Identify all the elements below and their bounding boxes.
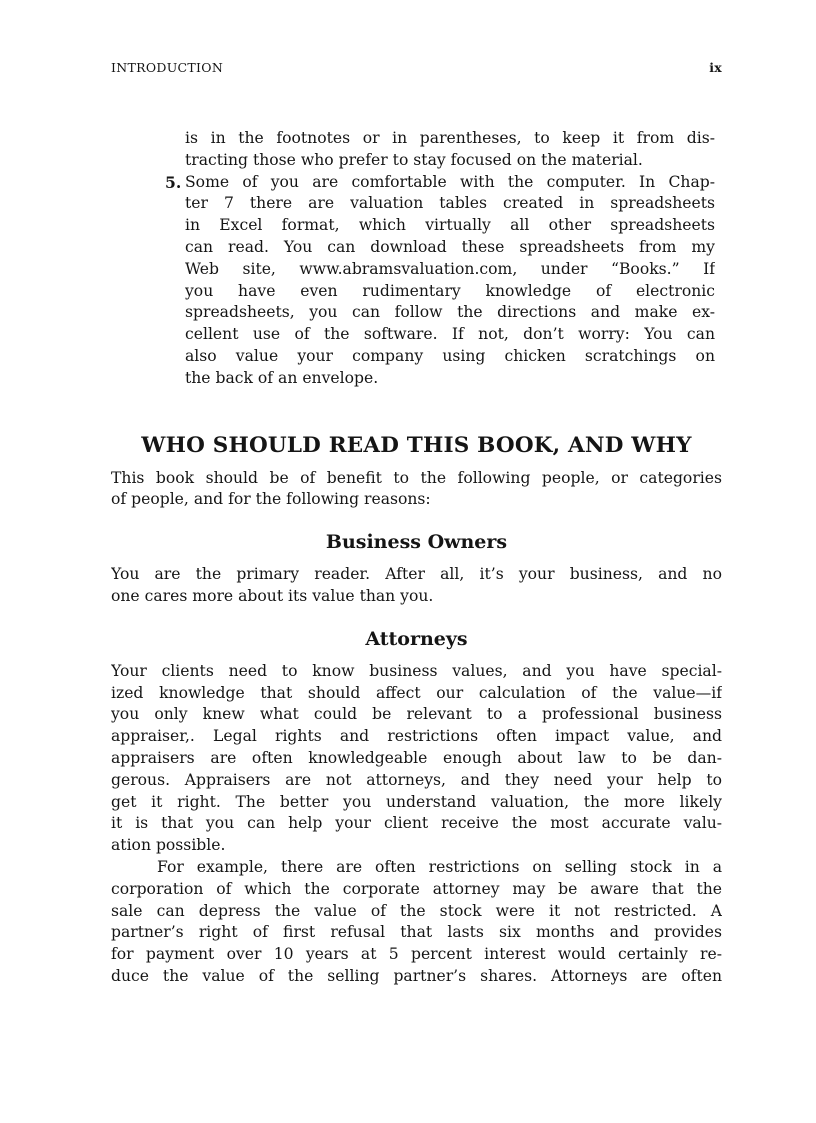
running-head [111, 60, 722, 78]
text-line: get it right. The better you understand valuation, the more likely [111, 792, 722, 811]
list-item-continuation [185, 128, 715, 172]
text-line: cellent use of the software. If not, don’t worry: You can [185, 325, 715, 344]
text-line: spreadsheets, you can follow the directions and make ex- [185, 303, 715, 322]
page-number: ix [709, 60, 722, 75]
text-line: ation possible. [111, 836, 226, 855]
list-item-number: 5. [165, 172, 182, 192]
subheading-business-owners: Business Owners [325, 531, 508, 554]
text-line: Some of you are comfortable with the computer. In Chap- [185, 172, 715, 191]
text-line: it is that you can help your client receive the most accurate valu- [111, 814, 722, 833]
text-line: appraiser,. Legal rights and restrictions often impact value, and [111, 727, 722, 746]
text-line: duce the value of the selling partner’s shares. Attorneys are often [111, 966, 722, 985]
text-line: can read. You can download these spreadsheets from my [185, 237, 715, 256]
text-line: for payment over 10 years at 5 percent interest would certainly re- [111, 945, 722, 964]
text-line: tracting those who prefer to stay focused on the material. [185, 150, 643, 169]
text-line: the back of an envelope. [185, 368, 379, 387]
numbered-list [165, 128, 715, 390]
page-body [111, 128, 722, 988]
text-line: you only knew what could be relevant to a professional business [111, 705, 722, 724]
business-owners-paragraph [111, 564, 722, 608]
text-line: in Excel format, which virtually all other spreadsheets [185, 216, 715, 235]
subheading-attorneys: Attorneys [365, 627, 468, 650]
text-line: you have even rudimentary knowledge of electronic [185, 281, 715, 300]
text-line: is in the footnotes or in parentheses, to keep it from dis- [185, 129, 715, 147]
text-line: This book should be of benefit to the following people, or categories [111, 468, 722, 487]
text-line: partner’s right of first refusal that lasts six months and provides [111, 923, 722, 942]
running-head-section: INTRODUCTION [111, 60, 224, 75]
text-line: appraisers are often knowledgeable enough about law to be dan- [111, 748, 722, 767]
text-line: Your clients need to know business values, and you have special- [111, 661, 722, 680]
text-line: Web site, www.abramsvaluation.com, under “Books.” If [185, 259, 715, 278]
text-line: ter 7 there are valuation tables created in spreadsheets [185, 194, 715, 213]
attorneys-paragraph-2 [111, 857, 722, 988]
text-line: one cares more about its value than you. [111, 586, 434, 605]
text-line: You are the primary reader. After all, it’s your business, and no [111, 565, 722, 584]
text-line: For example, there are often restrictions on selling stock in a [157, 857, 722, 876]
text-line: gerous. Appraisers are not attorneys, and they need your help to [111, 770, 722, 789]
attorneys-paragraph-1 [111, 661, 722, 857]
text-line: sale can depress the value of the stock were it not restricted. A [111, 901, 722, 920]
text-line: of people, and for the following reasons: [111, 490, 431, 509]
text-line: corporation of which the corporate attorney may be aware that the [111, 879, 722, 898]
section-heading: WHO SHOULD READ THIS BOOK, AND WHY [141, 432, 692, 458]
text-line: also value your company using chicken scratchings on [185, 346, 715, 365]
list-item-5 [165, 172, 715, 390]
text-line: ized knowledge that should affect our calculation of the value—if [111, 683, 722, 702]
section-intro-paragraph [111, 468, 722, 512]
